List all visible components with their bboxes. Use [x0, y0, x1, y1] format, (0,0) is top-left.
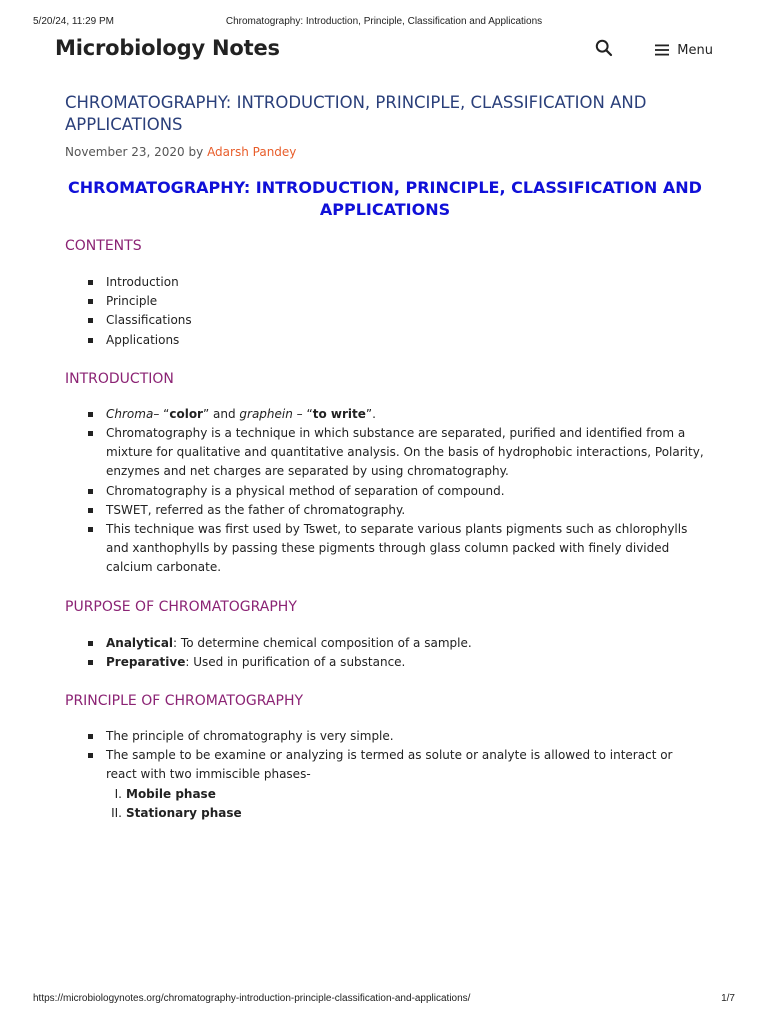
term-graphein: graphein [239, 406, 293, 421]
contents-item[interactable]: Principle [65, 292, 705, 311]
term-analytical: Analytical [106, 635, 174, 650]
phase-item: II. Stationary phase [111, 805, 242, 820]
contents-item[interactable]: Introduction [65, 273, 705, 292]
list-item: Chroma– “color” and graphein – “to write”. [65, 405, 705, 424]
search-icon[interactable] [595, 39, 615, 59]
phases-list [106, 785, 705, 823]
contents-list [65, 273, 705, 350]
print-footer [33, 993, 735, 1007]
contents-item[interactable]: Applications [65, 331, 705, 350]
phase-label: Mobile phase [126, 786, 216, 801]
article-title: CHROMATOGRAPHY: INTRODUCTION, PRINCIPLE, CLASSIFICATION AND APPLICATIONS [65, 93, 647, 134]
print-datetime: 5/20/24, 11:29 PM [33, 16, 114, 27]
menu-button[interactable] [655, 39, 713, 61]
list-item: The sample to be examine or analyzing is termed as solute or analyte is allowed to interact or react with two immiscible phases- [65, 746, 705, 784]
introduction-heading: INTRODUCTION [65, 370, 174, 387]
page-number: 1/7 [721, 993, 735, 1004]
phase-label: Stationary phase [126, 805, 242, 820]
hamburger-menu-icon [655, 44, 669, 56]
list-item: Chromatography is a technique in which substance are separated, purified and identified from a mixture for qualitative and quantitative analysis. On the basis of hydrophobic interactions, Polarity, enzymes and net charges are separated by using chromatography. [65, 424, 705, 482]
term-chroma: Chroma [106, 406, 154, 421]
principle-list [65, 727, 705, 785]
print-page-title: Chromatography: Introduction, Principle, Classification and Applications [225, 16, 543, 27]
byline-by: by [188, 145, 204, 159]
site-title-link[interactable]: Microbiology Notes [55, 36, 280, 60]
site-header [55, 34, 713, 68]
page-url: https://microbiologynotes.org/chromatography-introduction-principle-classification-and-applications/ [33, 993, 471, 1004]
menu-label: Menu [677, 42, 713, 58]
author-link[interactable]: Adarsh Pandey [207, 145, 297, 159]
list-item: TSWET, referred as the father of chromatography. [65, 501, 705, 520]
list-item: Preparative: Used in purification of a substance. [65, 653, 705, 672]
list-item: Chromatography is a physical method of separation of compound. [65, 482, 705, 501]
principle-heading: PRINCIPLE OF CHROMATOGRAPHY [65, 693, 304, 710]
introduction-list [65, 405, 705, 578]
list-item: This technique was first used by Tswet, to separate various plants pigments such as chlorophylls and xanthophylls by passing these pigments through glass column packed with finely divided calcium carbonate. [65, 520, 705, 578]
list-item: Analytical: To determine chemical composition of a sample. [65, 634, 705, 653]
meaning-to-write: to write [312, 406, 366, 421]
contents-heading: CONTENTS [65, 238, 142, 254]
term-preparative: Preparative [106, 654, 186, 669]
meaning-color: color [169, 406, 203, 421]
print-header [33, 16, 735, 30]
purpose-list [65, 634, 705, 672]
publish-date: November 23, 2020 [65, 145, 185, 159]
article-meta [65, 144, 705, 160]
article-content [65, 92, 705, 823]
main-heading: CHROMATOGRAPHY: INTRODUCTION, PRINCIPLE, CLASSIFICATION AND APPLICATIONS [68, 178, 702, 219]
purpose-heading: PURPOSE OF CHROMATOGRAPHY [65, 598, 297, 615]
contents-item[interactable]: Classifications [65, 311, 705, 330]
list-item: The principle of chromatography is very simple. [65, 727, 705, 746]
phase-item: I. Mobile phase [114, 786, 216, 801]
